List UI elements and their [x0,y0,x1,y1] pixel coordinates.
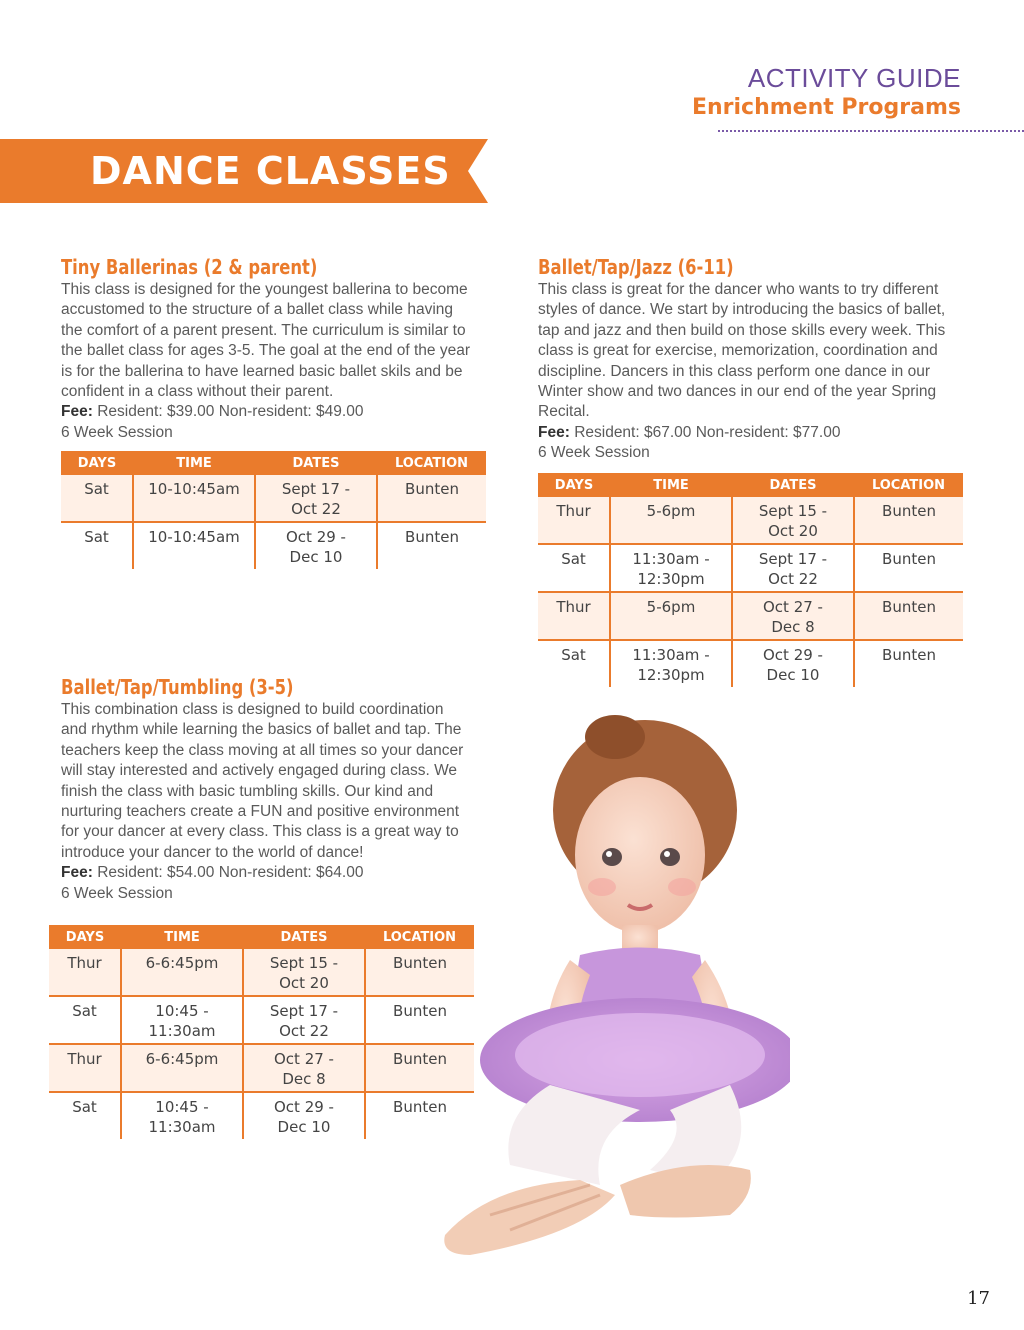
fee-text: Resident: $39.00 Non-resident: $49.00 [97,403,364,421]
table-row [538,592,963,640]
table-cell: Sat [84,528,109,546]
fee-text: Resident: $67.00 Non-resident: $77.00 [574,423,841,441]
section-ballet-tap-tumbling [61,674,473,904]
page-header [692,62,961,122]
column-header: DATES [255,451,377,475]
table-cell: Sat [538,544,610,592]
column-header: DAYS [61,451,133,475]
table-cell: Sept 15 - Oct 20 [243,949,365,996]
column-header: LOCATION [854,473,963,497]
section-description: This class is designed for the youngest ballerina to become accustomed to the structure of a ballet class while having the comfort of a parent present. The curriculum is similar to the ballet class for ages 3-5. The goal at the end of the year is for the ballerina to have learned basic ballet skils and be confident in a class without their parent. [61,281,471,401]
table-cell: Bunten [854,497,963,544]
dance-classes-banner [0,139,488,203]
schedule-table-ballet-tap-tumbling [49,925,474,1139]
table-cell: 11:30am - 12:30pm [610,640,732,687]
activity-guide-label: ACTIVITY GUIDE [747,63,961,93]
table-cell: Bunten [377,475,486,522]
column-header: TIME [121,925,243,949]
table-row [61,522,486,569]
table-cell: Sept 15 - Oct 20 [732,497,854,544]
table-cell: Oct 29 - Dec 10 [732,640,854,687]
table-cell: Bunten [365,949,474,996]
table-cell: 10-10:45am [133,475,255,522]
table-cell: Sat [61,475,133,522]
section-title: Ballet/Tap/Jazz (6-11) [538,255,734,279]
table-cell: 5-6pm [610,592,732,640]
table-cell: Oct 27 - Dec 8 [732,592,854,640]
table-cell: Bunten [365,996,474,1044]
table-cell: Oct 29 - Dec 10 [255,522,377,569]
session-length: 6 Week Session [61,884,173,902]
fee-label: Fee: [61,864,93,882]
section-description: This combination class is designed to build coordination and rhythm while learning the basics of ballet and tap. The teachers keep the class moving at all times so your dancer will stay interested and actively engaged during class. We finish the class with basic tumbling skills. Our kind and nurturing teachers create a FUN and positive environment for your dancer at every class. This class is a great way to introduce your dancer to the world of dance! [61,701,464,861]
table-row [49,1092,474,1139]
session-length: 6 Week Session [538,444,650,462]
table-cell: Sept 17 - Oct 22 [255,475,377,522]
session-length: 6 Week Session [61,423,173,441]
table-row [538,640,963,687]
column-header: DAYS [49,925,121,949]
table-header-row [49,925,474,949]
column-header: DAYS [538,473,610,497]
table-cell: Thur [49,949,121,996]
column-header: DATES [243,925,365,949]
table-cell: Bunten [365,1044,474,1092]
table-cell: Oct 27 - Dec 8 [243,1044,365,1092]
table-cell: Sept 17 - Oct 22 [732,544,854,592]
page-number: 17 [967,1288,990,1309]
column-header: TIME [133,451,255,475]
header-dotted-rule [718,130,1024,132]
table-row [49,996,474,1044]
fee-label: Fee: [538,423,570,441]
schedule-table-ballet-tap-jazz [538,473,963,687]
table-cell: Bunten [854,640,963,687]
ballerina-photo [430,715,790,1275]
section-description: This class is great for the dancer who wants to try different styles of dance. We start by introducing the basics of ballet, tap and jazz and then build on those skills every week. This class is great for exercise, memorization, coordination and discipline. Dancers in this class perform one dance in our Winter show and two dances in our end of the year Spring Recital. [538,281,946,421]
table-cell: Thur [538,592,610,640]
table-cell: Oct 29 - Dec 10 [243,1092,365,1139]
table-row [538,497,963,544]
table-cell: Thur [538,497,610,544]
table-cell: Sept 17 - Oct 22 [243,996,365,1044]
table-cell: Thur [49,1044,121,1092]
section-title: Tiny Ballerinas (2 & parent) [61,255,318,279]
table-cell: Bunten [854,592,963,640]
table-header-row [538,473,963,497]
table-row [538,544,963,592]
table-cell: Bunten [377,522,486,569]
table-cell: 10:45 - 11:30am [121,1092,243,1139]
column-header: LOCATION [377,451,486,475]
column-header: LOCATION [365,925,474,949]
ballerina-illustration [430,715,790,1275]
fee-line [61,863,473,883]
table-cell: Bunten [365,1092,474,1139]
fee-line [538,423,950,443]
table-cell: 6-6:45pm [121,949,243,996]
table-row [49,949,474,996]
section-title: Ballet/Tap/Tumbling (3-5) [61,675,294,699]
table-cell: Bunten [854,544,963,592]
table-cell: 6-6:45pm [121,1044,243,1092]
banner-title: DANCE CLASSES [90,149,451,193]
table-header-row [61,451,486,475]
fee-line [61,402,473,422]
section-ballet-tap-jazz [538,254,950,464]
column-header: TIME [610,473,732,497]
schedule-table-tiny-ballerinas [61,451,486,569]
table-cell: Sat [561,646,586,664]
table-cell: 10:45 - 11:30am [121,996,243,1044]
fee-text: Resident: $54.00 Non-resident: $64.00 [97,864,364,882]
table-cell: Sat [72,1098,97,1116]
table-cell: 11:30am - 12:30pm [610,544,732,592]
column-header: DATES [732,473,854,497]
enrichment-programs-label: Enrichment Programs [691,95,961,120]
table-cell: 5-6pm [610,497,732,544]
fee-label: Fee: [61,403,93,421]
table-cell: 10-10:45am [133,522,255,569]
section-tiny-ballerinas [61,254,473,443]
table-row [61,475,486,522]
table-cell: Sat [49,996,121,1044]
table-row [49,1044,474,1092]
